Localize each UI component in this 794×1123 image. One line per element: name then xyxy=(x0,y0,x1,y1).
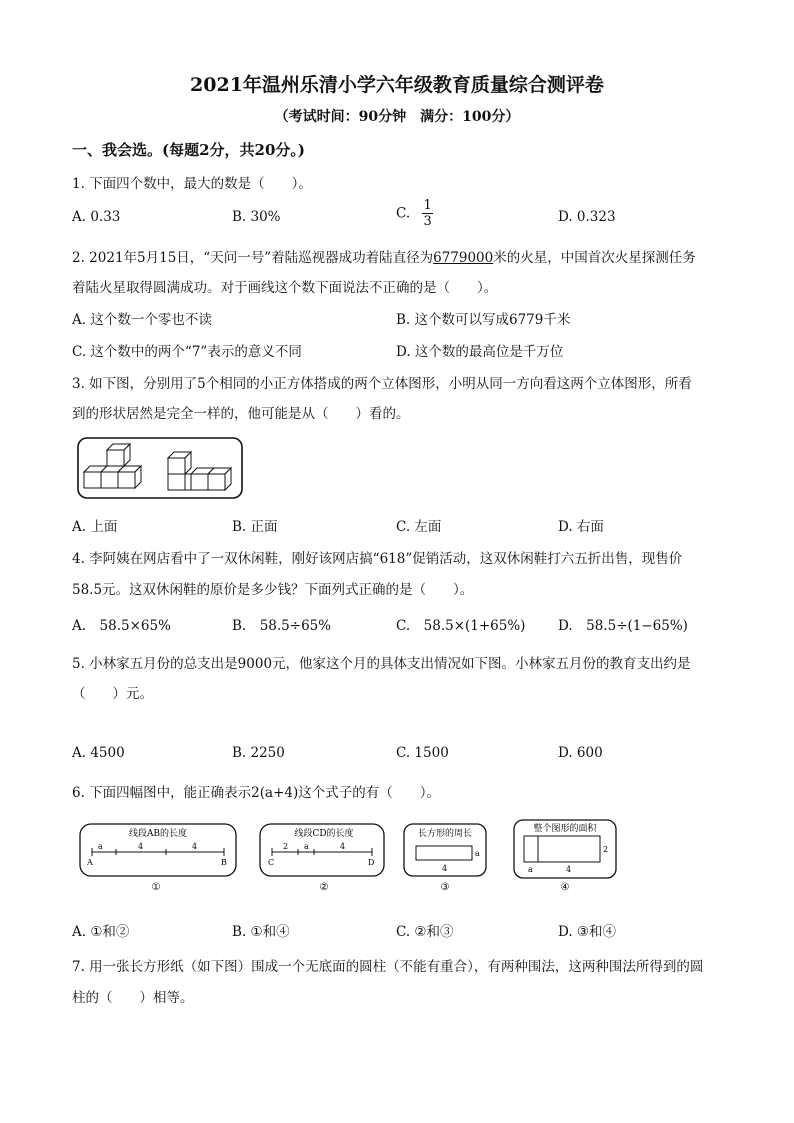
q5-option-c: C. 1500 xyxy=(396,745,449,761)
fig1-label: ① xyxy=(151,882,161,893)
q1-option-a: A. 0.33 xyxy=(72,209,121,225)
q2-text-pre: 2. 2021年5月15日，“天问一号”着陆巡视器成功着陆直径为 xyxy=(72,250,434,266)
q6-option-a: A. ①和② xyxy=(72,924,130,940)
cube-shape-left xyxy=(84,444,141,488)
fig3-title: 长方形的周长 xyxy=(417,829,473,839)
question-3-line-1: 3. 如下图，分别用了5个相同的小正方体搭成的两个立体图形，小明从同一方向看这两个立体图形，所看 xyxy=(72,376,692,392)
page-title: 2021年温州乐清小学六年级教育质量综合测评卷 xyxy=(190,74,604,96)
q3-option-a: A. 上面 xyxy=(72,519,118,535)
figure-1-segment-ab xyxy=(80,824,236,893)
question-7-line-1: 7. 用一张长方形纸（如下图）围成一个无底面的圆柱（不能有重合），有两种围法，这两种围法所得到的圆 xyxy=(72,959,704,975)
q2-option-a: A. 这个数一个零也不读 xyxy=(72,312,212,328)
question-5-line-2: （ ）元。 xyxy=(72,686,153,702)
cube-figures xyxy=(76,436,246,502)
fig4-a: a xyxy=(528,865,533,874)
exam-info: （考试时间：90分钟 满分：100分） xyxy=(274,109,520,125)
fig2-four: 4 xyxy=(340,842,346,851)
figure-4-area xyxy=(514,820,616,893)
q6-option-d: D. ③和④ xyxy=(558,924,617,940)
q2-option-b: B. 这个数可以写成6779千米 xyxy=(396,312,571,328)
fig1-four-1: 4 xyxy=(138,842,144,851)
q4-option-a: A. 58.5×65% xyxy=(72,618,171,634)
fig4-two: 2 xyxy=(603,845,609,854)
question-6-stem: 6. 下面四幅图中，能正确表示2(a+4)这个式子的有（ ）。 xyxy=(72,785,440,801)
fig2-title: 线段CD的长度 xyxy=(294,829,354,839)
figure-2-segment-cd xyxy=(260,824,384,893)
fig1-a: a xyxy=(98,842,103,851)
question-2-line-1 xyxy=(72,246,696,266)
fig2-label: ② xyxy=(319,882,329,893)
q6-figures xyxy=(76,818,696,898)
fraction-denominator: 3 xyxy=(423,214,432,229)
fig1-point-a: A xyxy=(87,858,93,867)
question-4-line-2: 58.5元。这双休闲鞋的原价是多少钱？下面列式正确的是（ ）。 xyxy=(72,582,474,598)
q2-option-c: C. 这个数中的两个“7”表示的意义不同 xyxy=(72,344,302,360)
fig2-a: a xyxy=(304,842,309,851)
q4-option-d: D. 58.5÷(1−65%) xyxy=(558,618,688,634)
fig4-label: ④ xyxy=(560,882,570,893)
q6-option-b: B. ①和④ xyxy=(232,924,290,940)
fig1-point-b: B xyxy=(221,858,227,867)
q5-option-d: D. 600 xyxy=(558,745,603,761)
underlined-number: 6779000 xyxy=(433,250,494,266)
question-1-stem: 1. 下面四个数中，最大的数是（ ）。 xyxy=(72,176,312,192)
question-2-line-2: 着陆火星取得圆满成功。对于画线这个数下面说法不正确的是（ ）。 xyxy=(72,280,498,296)
fig3-label: ③ xyxy=(440,882,450,893)
fraction-numerator: 1 xyxy=(423,198,432,213)
question-5-line-1: 5. 小林家五月份的总支出是9000元，他家这个月的具体支出情况如下图。小林家五月份的教育支出约是 xyxy=(72,656,691,672)
fig1-title: 线段AB的长度 xyxy=(128,829,188,839)
q4-option-c: C. 58.5×(1+65%) xyxy=(396,618,526,634)
q1-option-c xyxy=(396,198,433,229)
q1-option-b: B. 30% xyxy=(232,209,281,225)
q5-option-b: B. 2250 xyxy=(232,745,285,761)
q4-option-b: B. 58.5÷65% xyxy=(232,618,332,634)
q1-option-d: D. 0.323 xyxy=(558,209,616,225)
question-4-line-1: 4. 李阿姨在网店看中了一双休闲鞋，刚好该网店搞“618”促销活动，这双休闲鞋打六五折出售，现售价 xyxy=(72,551,683,567)
fig1-four-2: 4 xyxy=(192,842,198,851)
section-heading: 一、我会选。(每题2分，共20分。) xyxy=(72,141,306,159)
q3-option-b: B. 正面 xyxy=(232,519,278,535)
question-3-line-2: 到的形状居然是完全一样的，他可能是从（ ）看的。 xyxy=(72,406,410,422)
fraction-one-third xyxy=(422,198,432,229)
fig4-title: 整个图形的面积 xyxy=(533,824,597,834)
figure-3-rectangle-perimeter xyxy=(404,824,486,893)
q1-option-c-prefix: C. xyxy=(396,205,411,222)
fig3-four: 4 xyxy=(442,864,448,873)
q6-option-c: C. ②和③ xyxy=(396,924,454,940)
fig4-four: 4 xyxy=(566,865,572,874)
fig2-two: 2 xyxy=(283,842,289,851)
q2-option-d: D. 这个数的最高位是千万位 xyxy=(396,344,564,360)
q2-text-post: 米的火星，中国首次火星探测任务 xyxy=(493,250,696,266)
fig2-point-c: C xyxy=(268,858,275,867)
q3-option-c: C. 左面 xyxy=(396,519,442,535)
cube-shape-right xyxy=(168,452,231,490)
fig3-a: a xyxy=(475,849,480,858)
question-7-line-2: 柱的（ ）相等。 xyxy=(72,990,194,1006)
fig2-point-d: D xyxy=(368,858,375,867)
q5-option-a: A. 4500 xyxy=(72,745,125,761)
q3-option-d: D. 右面 xyxy=(558,519,604,535)
